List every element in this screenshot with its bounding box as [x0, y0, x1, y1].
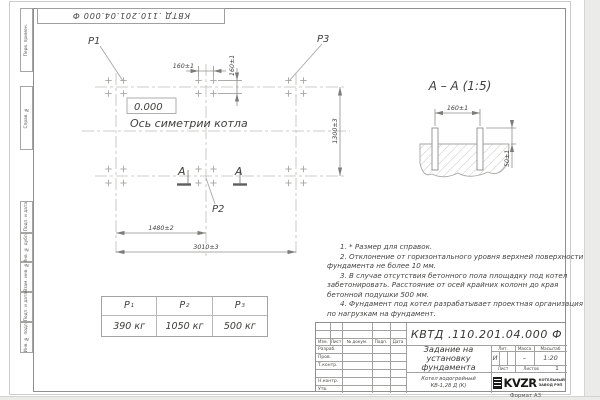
- product-name: Котел водогрейный КВ-1,28 Д (К): [421, 376, 476, 389]
- dim-160-side: 160±1: [229, 54, 236, 76]
- lit-value: И: [492, 354, 498, 362]
- section-view-geometry: [420, 128, 509, 177]
- company-cell: [491, 372, 567, 393]
- margin-label: Инв. № дубл.: [24, 232, 29, 263]
- doc-number: КВТД .110.201.04.000 Ф: [410, 327, 563, 341]
- row-nkontr: Н.контр.: [318, 378, 339, 384]
- plan-texts: [88, 34, 511, 251]
- margin-label: Подп. и дата: [24, 292, 29, 322]
- row-utv: Утв.: [318, 386, 328, 392]
- scale-value: 1:20: [543, 354, 558, 362]
- col-list: Лист: [330, 339, 342, 344]
- row-tkontr: Т.контр.: [318, 362, 338, 368]
- level-mark: 0.000: [134, 102, 163, 113]
- section-dim-50: 50±1: [504, 149, 511, 167]
- dim-1480: 1480±2: [148, 225, 174, 232]
- mass-value: –: [522, 354, 527, 362]
- note-item: 2. Отклонение от горизонтального уровня верхней поверхности фундамента не более 10 мм.: [327, 251, 584, 270]
- margin-label: Инв. № подл.: [24, 322, 29, 353]
- centerlines: [82, 64, 350, 256]
- scale-header: Масштаб: [540, 345, 561, 351]
- p3-label: P3: [317, 34, 330, 45]
- anchor-bolt-right: [477, 128, 483, 170]
- load-table-header: P 1: [102, 297, 157, 317]
- load-table-cell: 500 кг: [223, 320, 256, 332]
- load-table-header-row: [102, 297, 267, 317]
- p1-label: P1: [88, 36, 101, 47]
- note-item: 3. В случае отсутствия бетонного пола площадку под котел забетонировать. Расстояние от осей крайних колонн до края бетонной подушки 500 мм.: [327, 270, 568, 299]
- doc-number-rotated: КВТД .110.201.04.000 Ф: [71, 11, 191, 21]
- load-table-cell: 390 кг: [102, 316, 157, 336]
- section-letter-right: А: [235, 165, 243, 178]
- lit-header: Лит.: [498, 345, 508, 351]
- dim-1300: 1300±3: [332, 118, 339, 144]
- row-blank: [316, 369, 342, 377]
- margin-label: Подп. и дата: [24, 202, 29, 232]
- section-view-title: А – А (1:5): [428, 79, 492, 93]
- load-table-value-row: [102, 316, 267, 336]
- company-name: КОТЕЛЬНЫЙ ЗАВОД РЭП: [538, 378, 565, 387]
- load-table: [101, 296, 268, 338]
- margin-label: Взам. инв. №: [24, 262, 29, 292]
- section-letter-left: А: [178, 165, 186, 178]
- margin-label: Перв. примен.: [24, 23, 29, 57]
- note-item: 4. Фундамент под котел разрабатывает проектная организация по нагрузкам на фундамент.: [327, 299, 583, 318]
- notes: [327, 242, 593, 318]
- dim-3010: 3010±3: [193, 244, 219, 251]
- sheets-value: 1: [555, 365, 559, 372]
- drawing-title: Задание на установку фундамента: [421, 343, 476, 373]
- company-emblem-icon: [493, 377, 502, 389]
- load-table-header: P 2: [157, 297, 212, 317]
- dim-160-top: 160±1: [172, 63, 194, 70]
- note-item: 1. * Размер для справок.: [340, 242, 433, 251]
- axis-of-symmetry-label: Ось симетрии котла: [130, 117, 248, 130]
- load-table-header: P 3: [213, 297, 267, 317]
- format-note: Формат А3: [509, 392, 542, 399]
- load-table-cell: 1050 кг: [157, 316, 212, 336]
- sheets-label: Листов: [523, 366, 539, 371]
- row-prov: Пров.: [318, 354, 332, 360]
- section-dim-160: 160±1: [446, 105, 469, 112]
- mass-header: Масса: [517, 345, 532, 351]
- p2-label: P2: [212, 204, 225, 215]
- col-podp: Подп.: [374, 339, 388, 344]
- col-data: Дата: [392, 339, 404, 344]
- title-block: [315, 322, 566, 392]
- col-izm: Изм.: [318, 339, 328, 344]
- sheets-cell: [515, 365, 567, 372]
- margin-label: Справ. №: [24, 107, 29, 129]
- sheet-label: Лист: [497, 366, 509, 371]
- company-logo: KVZR: [503, 375, 537, 390]
- col-ndokum: № докум.: [346, 339, 368, 344]
- row-razrab: Разраб.: [318, 346, 336, 352]
- anchor-bolt-left: [432, 128, 438, 170]
